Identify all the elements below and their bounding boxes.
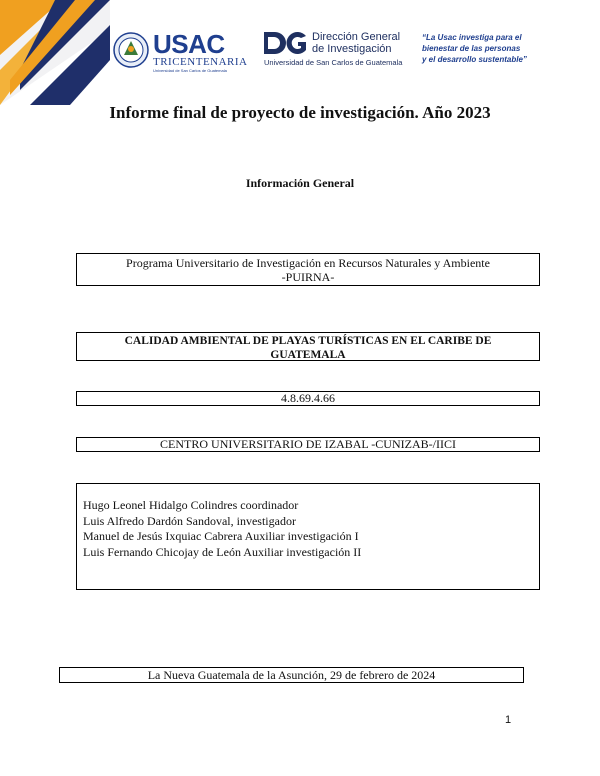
project-title-box: CALIDAD AMBIENTAL DE PLAYAS TURÍSTICAS EN EL CARIBE DE GUATEMALA [76, 332, 540, 361]
usac-logo [113, 29, 248, 74]
dgi-mark-icon [262, 31, 308, 55]
usac-tagline: TRICENTENARIA [153, 56, 248, 68]
usac-subline: Universidad de San Carlos de Guatemala [153, 68, 227, 73]
page-number: 1 [505, 714, 512, 726]
team-box [76, 483, 540, 590]
corner-decoration [0, 0, 110, 105]
team-member: Luis Fernando Chicojay de León Auxiliar investigación II [83, 544, 362, 559]
usac-word: USAC [153, 29, 225, 59]
institutional-quote: “La Usac investiga para el bienestar de las personas y el desarrollo sustentable” [422, 33, 527, 64]
team-member: Hugo Leonel Hidalgo Colindres coordinador [83, 498, 299, 512]
dgi-logo [262, 31, 402, 71]
team-member: Manuel de Jesús Ixquiac Cabrera Auxiliar investigación I [83, 529, 359, 543]
report-title: Informe final de proyecto de investigación. Año 2023 [109, 103, 491, 122]
dgi-subline: Universidad de San Carlos de Guatemala [264, 58, 403, 67]
usac-seal-icon [113, 32, 149, 68]
dgi-title: Dirección General de Investigación [312, 31, 401, 55]
team-member: Luis Alfredo Dardón Sandoval, investigador [83, 513, 296, 528]
unit-box: CENTRO UNIVERSITARIO DE IZABAL -CUNIZAB-/IICI [76, 437, 540, 452]
program-box: Programa Universitario de Investigación en Recursos Naturales y Ambiente -PUIRNA- [76, 253, 540, 286]
section-heading: Información General [245, 176, 355, 190]
project-code-box: 4.8.69.4.66 [76, 391, 540, 406]
place-date-box: La Nueva Guatemala de la Asunción, 29 de febrero de 2024 [59, 667, 524, 683]
